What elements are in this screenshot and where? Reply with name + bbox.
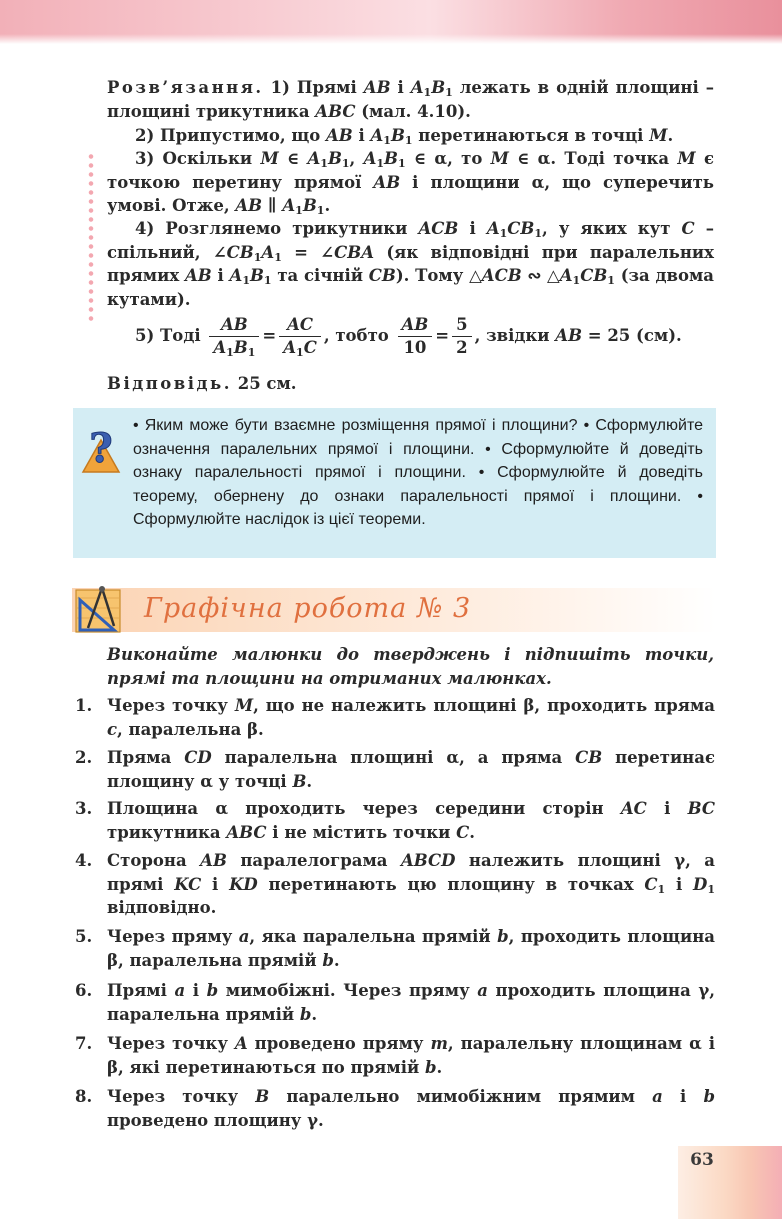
task-text: Прямі a і b мимобіжні. Через пряму a проходить площина γ, паралельна прямій b. xyxy=(107,981,715,1024)
graphic-work-intro: Виконайте малюнки до тверджень і підпишіть точки, прямі та площини на отриманих малюнках. xyxy=(107,645,714,688)
top-decorative-band xyxy=(0,0,782,44)
task-number: 8. xyxy=(75,1087,93,1106)
task-text: Площина α проходить через середини сторін AC і BC трикутника ABC і не містить точки C. xyxy=(107,799,715,842)
solution-paragraph-4: 4) Розглянемо трикутники ACB і $A_1CB_1$, у яких кут C – спільний, $\angle CB_1A_1$ = ∠CBA (як відповідні при паралельних прямих AB і $A_1B_1$ та січній CB). Тому △ACB ∾ $\triangle A_1CB_1$ (за двома кутами). xyxy=(107,219,715,309)
task-text: Через точку A проведено пряму m, паралельну площинам α і β, які перетинаються по прямій b. xyxy=(107,1034,715,1077)
task-text: Через точку M, що не належить площині β, проходить пряма c, паралельна β. xyxy=(107,696,715,739)
fraction-ac-a1c: $\frac{AC}{A_1C}$ xyxy=(279,315,321,358)
solution-paragraph-3: 3) Оскільки M ∈ $A_1B_1$, $A_1B_1$ ∈ α, то M ∈ α. Тоді точка M є точкою перетину прямої AB і площини α, що суперечить умові. Отже, AB ∥ $A_1B_1$. xyxy=(107,149,714,217)
review-questions-box xyxy=(73,408,716,558)
task-item-4 xyxy=(75,849,715,920)
task-item-8 xyxy=(75,1085,715,1132)
review-questions-text: • Яким може бути взаємне розміщення прямої і площини? • Сформулюйте означення паралельних прямої і площини. • Сформулюйте й доведіть ознаку паралельності прямої і площини. • Сформулюйте й доведіть теорему, обернену до ознаки паралельності прямої і площини. • Сформулюйте наслідок із цієї теореми. xyxy=(133,417,703,528)
answer-line: Відповідь. 25 см. xyxy=(107,374,297,393)
task-number: 6. xyxy=(75,981,93,1000)
solution-paragraph-5: 5) Тоді $\frac{AB}{A_1B_1}$ = $\frac{AC}{A_1C}$ , тобто $\frac{AB}{10}$ = $\frac{5}{2}$ , звідки AB = 25 (см). xyxy=(135,315,682,359)
task-text: Сторона AB паралелограма ABCD належить площині γ, а прямі KC і KD перетинають цю площину в точках $C_1$ і $D_1$ відповідно. xyxy=(107,851,716,917)
task-item-3 xyxy=(75,797,715,844)
fraction-ab-a1b1: $\frac{AB}{A_1B_1}$ xyxy=(209,315,259,358)
task-item-1 xyxy=(75,694,715,741)
fraction-5-2: $\frac{5}{2}$ xyxy=(452,315,471,358)
question-mark-icon xyxy=(79,420,123,474)
fraction-ab-10: $\frac{AB}{10}$ xyxy=(398,315,433,358)
page-number: 63 xyxy=(690,1150,714,1170)
task-number: 3. xyxy=(75,799,93,818)
margin-dots-decoration xyxy=(88,152,94,324)
task-text: Через пряму a, яка паралельна прямій b, проходить площина β, паралельна прямій b. xyxy=(107,927,715,970)
task-item-2 xyxy=(75,746,715,793)
task-number: 7. xyxy=(75,1034,93,1053)
solution-paragraph-1: Розв’язання. 1) Прямі AB і $A_1B_1$ лежать в одній площині – площині трикутника ABC (мал. 4.10). xyxy=(107,78,714,121)
task-number: 5. xyxy=(75,927,93,946)
task-number: 2. xyxy=(75,748,93,767)
task-number: 4. xyxy=(75,851,93,870)
task-text: Пряма CD паралельна площині α, а пряма CB перетинає площину α у точці B. xyxy=(107,748,715,791)
svg-text:?: ? xyxy=(89,425,113,472)
task-item-6 xyxy=(75,979,715,1026)
task-number: 1. xyxy=(75,696,93,715)
solution-paragraph-2: 2) Припустимо, що AB і $A_1B_1$ перетинаються в точці M. xyxy=(135,126,674,147)
graphic-work-title: Графічна робота № 3 xyxy=(144,593,472,624)
drawing-tools-icon xyxy=(74,584,126,636)
task-text: Через точку B паралельно мимобіжним прямим a і b проведено площину γ. xyxy=(107,1087,715,1130)
task-item-7 xyxy=(75,1032,715,1079)
task-item-5 xyxy=(75,925,715,972)
